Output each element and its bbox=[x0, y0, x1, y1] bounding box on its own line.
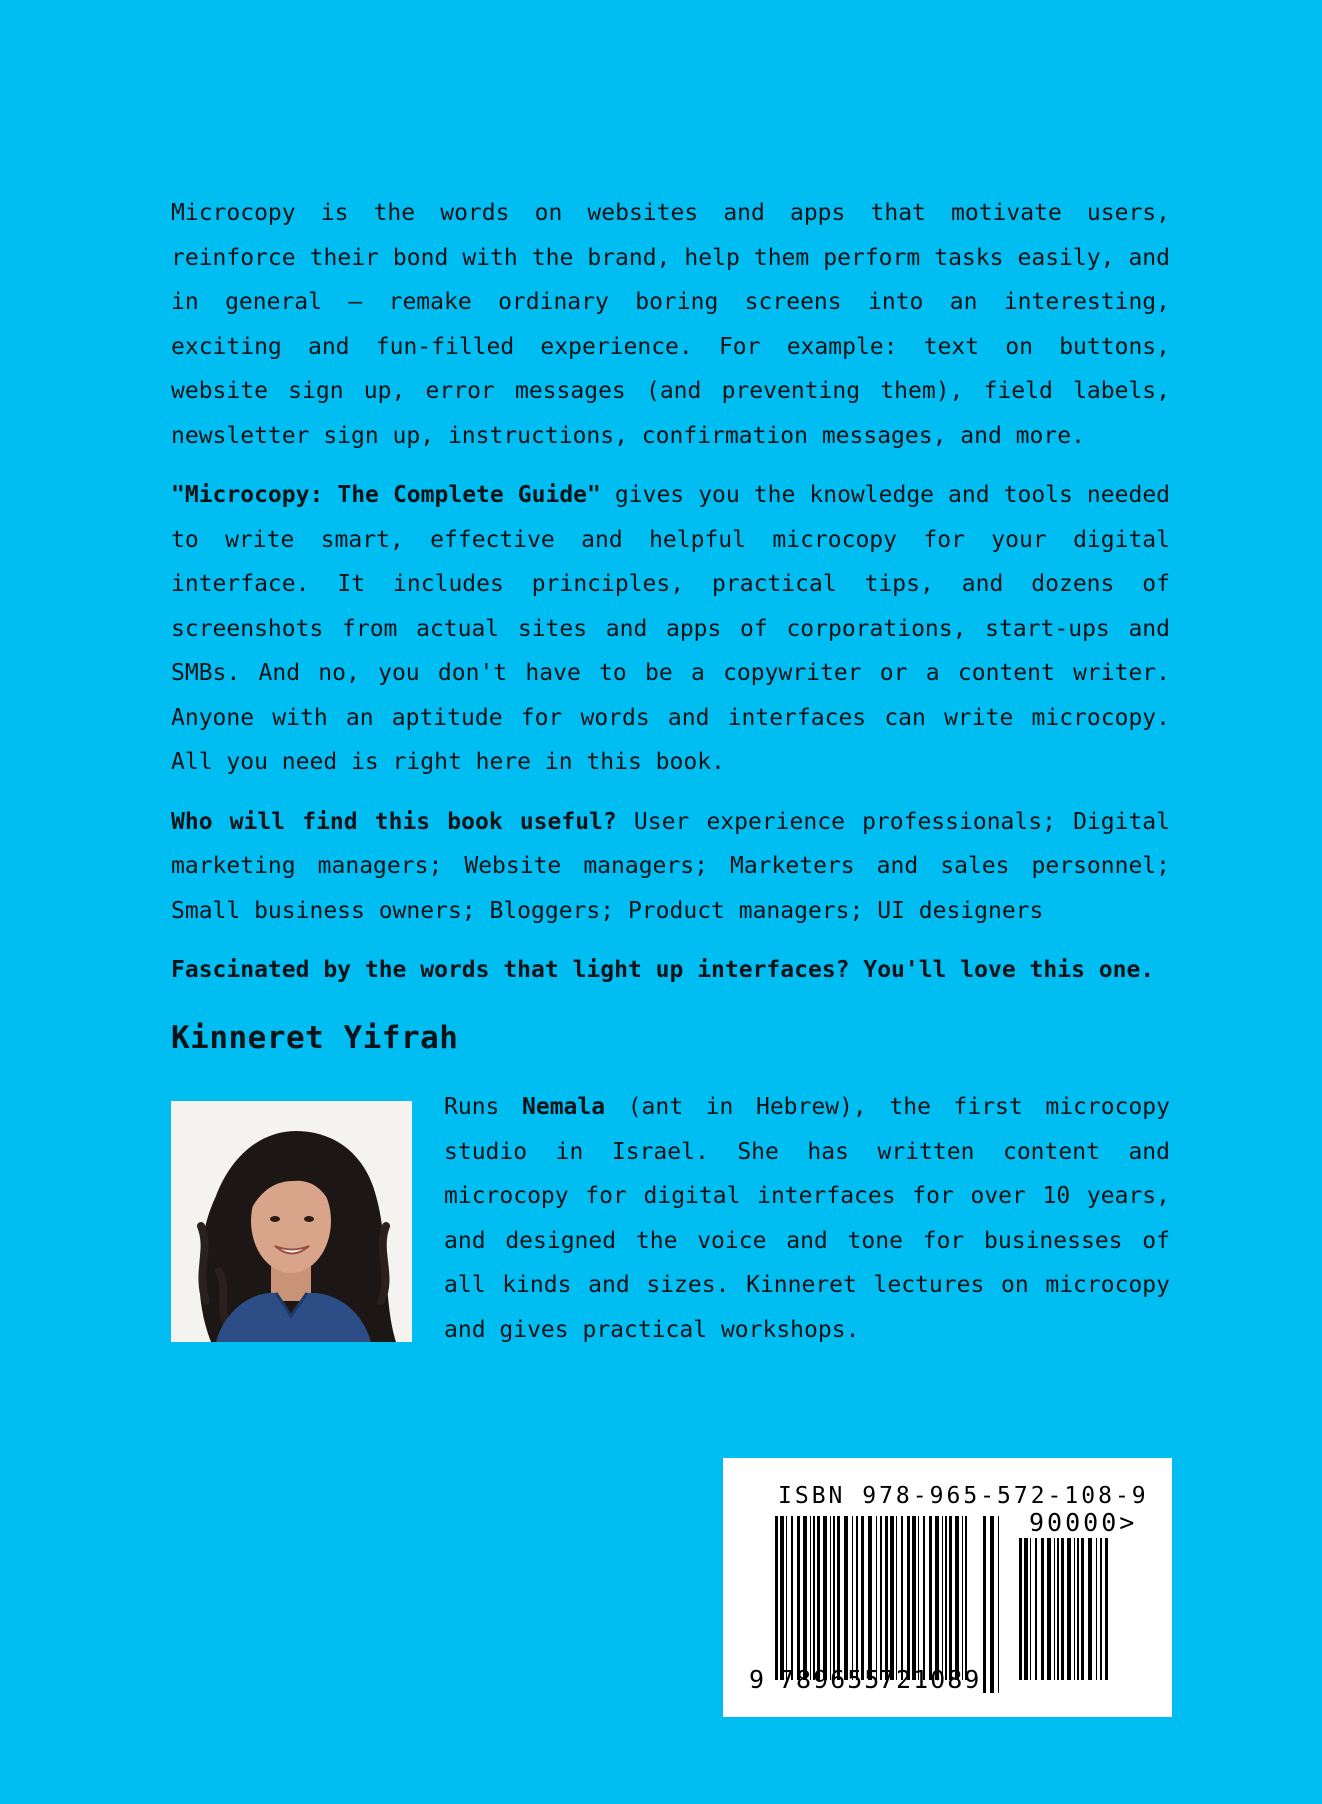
author-bio bbox=[444, 1085, 1170, 1352]
barcode-bar bbox=[1100, 1538, 1102, 1680]
author-bio-paragraph bbox=[444, 1085, 1170, 1352]
barcode-bar bbox=[942, 1516, 943, 1680]
description-paragraph-3 bbox=[171, 800, 1170, 934]
author-name: Kinneret Yifrah bbox=[171, 1020, 459, 1056]
barcode-bar bbox=[1077, 1538, 1079, 1680]
bio-intro: Runs bbox=[444, 1094, 522, 1120]
barcode-bar bbox=[1074, 1538, 1075, 1680]
barcode-bar bbox=[833, 1516, 835, 1680]
barcode-bar bbox=[890, 1516, 894, 1680]
tagline-text: Fascinated by the words that light up interfaces? You'll love this one. bbox=[171, 957, 1155, 983]
isbn-barcode bbox=[723, 1458, 1172, 1717]
description-paragraph-2-text: gives you the knowledge and tools needed to write smart, effective and helpful microcopy for your digital interface. It includes principles, practical tips, and dozens of screenshots from actual sites and apps of corporations, start-ups and SMBs. And no, you don't have to be a copywriter or a content writer. Anyone with an aptitude for words and interfaces can write microcopy. All you need is right here in this book. bbox=[171, 482, 1171, 775]
tagline bbox=[171, 948, 1170, 993]
barcode-bar bbox=[1041, 1538, 1044, 1680]
barcode-bar bbox=[907, 1516, 910, 1680]
barcode-bar bbox=[823, 1516, 827, 1680]
barcode-bar bbox=[955, 1516, 959, 1680]
barcode-bar bbox=[935, 1516, 939, 1680]
barcode-bar bbox=[929, 1516, 932, 1680]
barcode-bar bbox=[861, 1516, 864, 1680]
audience-question: Who will find this book useful? bbox=[171, 808, 617, 835]
barcode-bar bbox=[868, 1516, 872, 1680]
author-portrait-illustration bbox=[171, 1101, 412, 1342]
description-paragraph-1: Microcopy is the words on websites and apps that motivate users, reinforce their bond with the brand, help them perform tasks easily, and in general – remake ordinary boring screens into an interesting, exciting and fun-filled experience. For example: text on buttons, website sign up, error messages (and preventing them), field labels, newsletter sign up, instructions, confirmation messages, and more. bbox=[171, 200, 1170, 449]
barcode-bar bbox=[1096, 1538, 1097, 1680]
price-code: 90000> bbox=[1029, 1508, 1138, 1537]
barcode-bar bbox=[990, 1516, 994, 1693]
book-title-quote: "Microcopy: The Complete Guide" bbox=[171, 482, 601, 508]
barcode-bar bbox=[1054, 1538, 1055, 1680]
barcode-bar bbox=[1067, 1538, 1071, 1680]
barcode-bar bbox=[962, 1516, 963, 1680]
barcode-bar bbox=[1057, 1538, 1059, 1680]
barcode-bar bbox=[1081, 1538, 1084, 1680]
barcode-bar bbox=[1047, 1538, 1051, 1680]
author-photo bbox=[171, 1101, 412, 1342]
book-description bbox=[171, 191, 1170, 1008]
barcode-bar bbox=[852, 1516, 853, 1680]
barcode-bar bbox=[786, 1516, 787, 1680]
bio-text: (ant in Hebrew), the first microcopy studio in Israel. She has written content and microcopy for digital interfaces for over 10 years, and designed the voice and tone for businesses of all kinds and sizes. Kinneret lectures on microcopy and gives practical workshops. bbox=[444, 1094, 1170, 1343]
barcode-bar bbox=[780, 1516, 784, 1680]
barcode-bar bbox=[1088, 1538, 1092, 1680]
barcode-bar bbox=[844, 1516, 848, 1680]
barcode-bar bbox=[797, 1516, 800, 1680]
barcode-bar bbox=[965, 1516, 967, 1680]
barcode-bar bbox=[880, 1516, 882, 1680]
audience-list: User experience professionals; Digital marketing managers; Website managers; Marketers and sales personnel; Small business owners; Bloggers; Product managers; UI designers bbox=[171, 808, 1170, 924]
ean-lead-digit: 9 bbox=[749, 1665, 765, 1694]
ean-left-group: 789655 bbox=[779, 1665, 882, 1694]
barcode-bar bbox=[791, 1516, 793, 1680]
barcode-bar bbox=[896, 1516, 897, 1680]
barcode-bar bbox=[856, 1516, 858, 1680]
barcode-bar bbox=[949, 1516, 952, 1680]
barcode-bar bbox=[1061, 1538, 1064, 1680]
barcode-bar bbox=[803, 1516, 807, 1680]
studio-name: Nemala bbox=[522, 1094, 606, 1120]
barcode-bar bbox=[918, 1516, 919, 1680]
barcode-bar bbox=[923, 1516, 925, 1680]
barcode-bar bbox=[1024, 1538, 1028, 1680]
barcode-bar bbox=[813, 1516, 815, 1680]
barcode-bar bbox=[1105, 1538, 1108, 1680]
barcode-bar bbox=[1030, 1538, 1031, 1680]
barcode-bar bbox=[901, 1516, 903, 1680]
barcode-bar bbox=[912, 1516, 916, 1680]
barcode-bar bbox=[1035, 1538, 1037, 1680]
barcode-bar bbox=[817, 1516, 820, 1680]
barcode-bar bbox=[810, 1516, 811, 1680]
isbn-number: ISBN 978-965-572-108-9 bbox=[778, 1483, 1149, 1509]
barcode-bar bbox=[998, 1516, 999, 1693]
barcode-bar bbox=[775, 1516, 778, 1680]
barcode-bar bbox=[876, 1516, 877, 1680]
barcode-bar bbox=[945, 1516, 947, 1680]
description-paragraph-2 bbox=[171, 473, 1170, 785]
barcode-bar bbox=[983, 1516, 986, 1693]
barcode-bar bbox=[885, 1516, 888, 1680]
barcode-bar bbox=[830, 1516, 831, 1680]
barcode-bar bbox=[1019, 1538, 1022, 1680]
ean-right-group: 721089 bbox=[879, 1665, 982, 1694]
barcode-bar bbox=[837, 1516, 840, 1680]
